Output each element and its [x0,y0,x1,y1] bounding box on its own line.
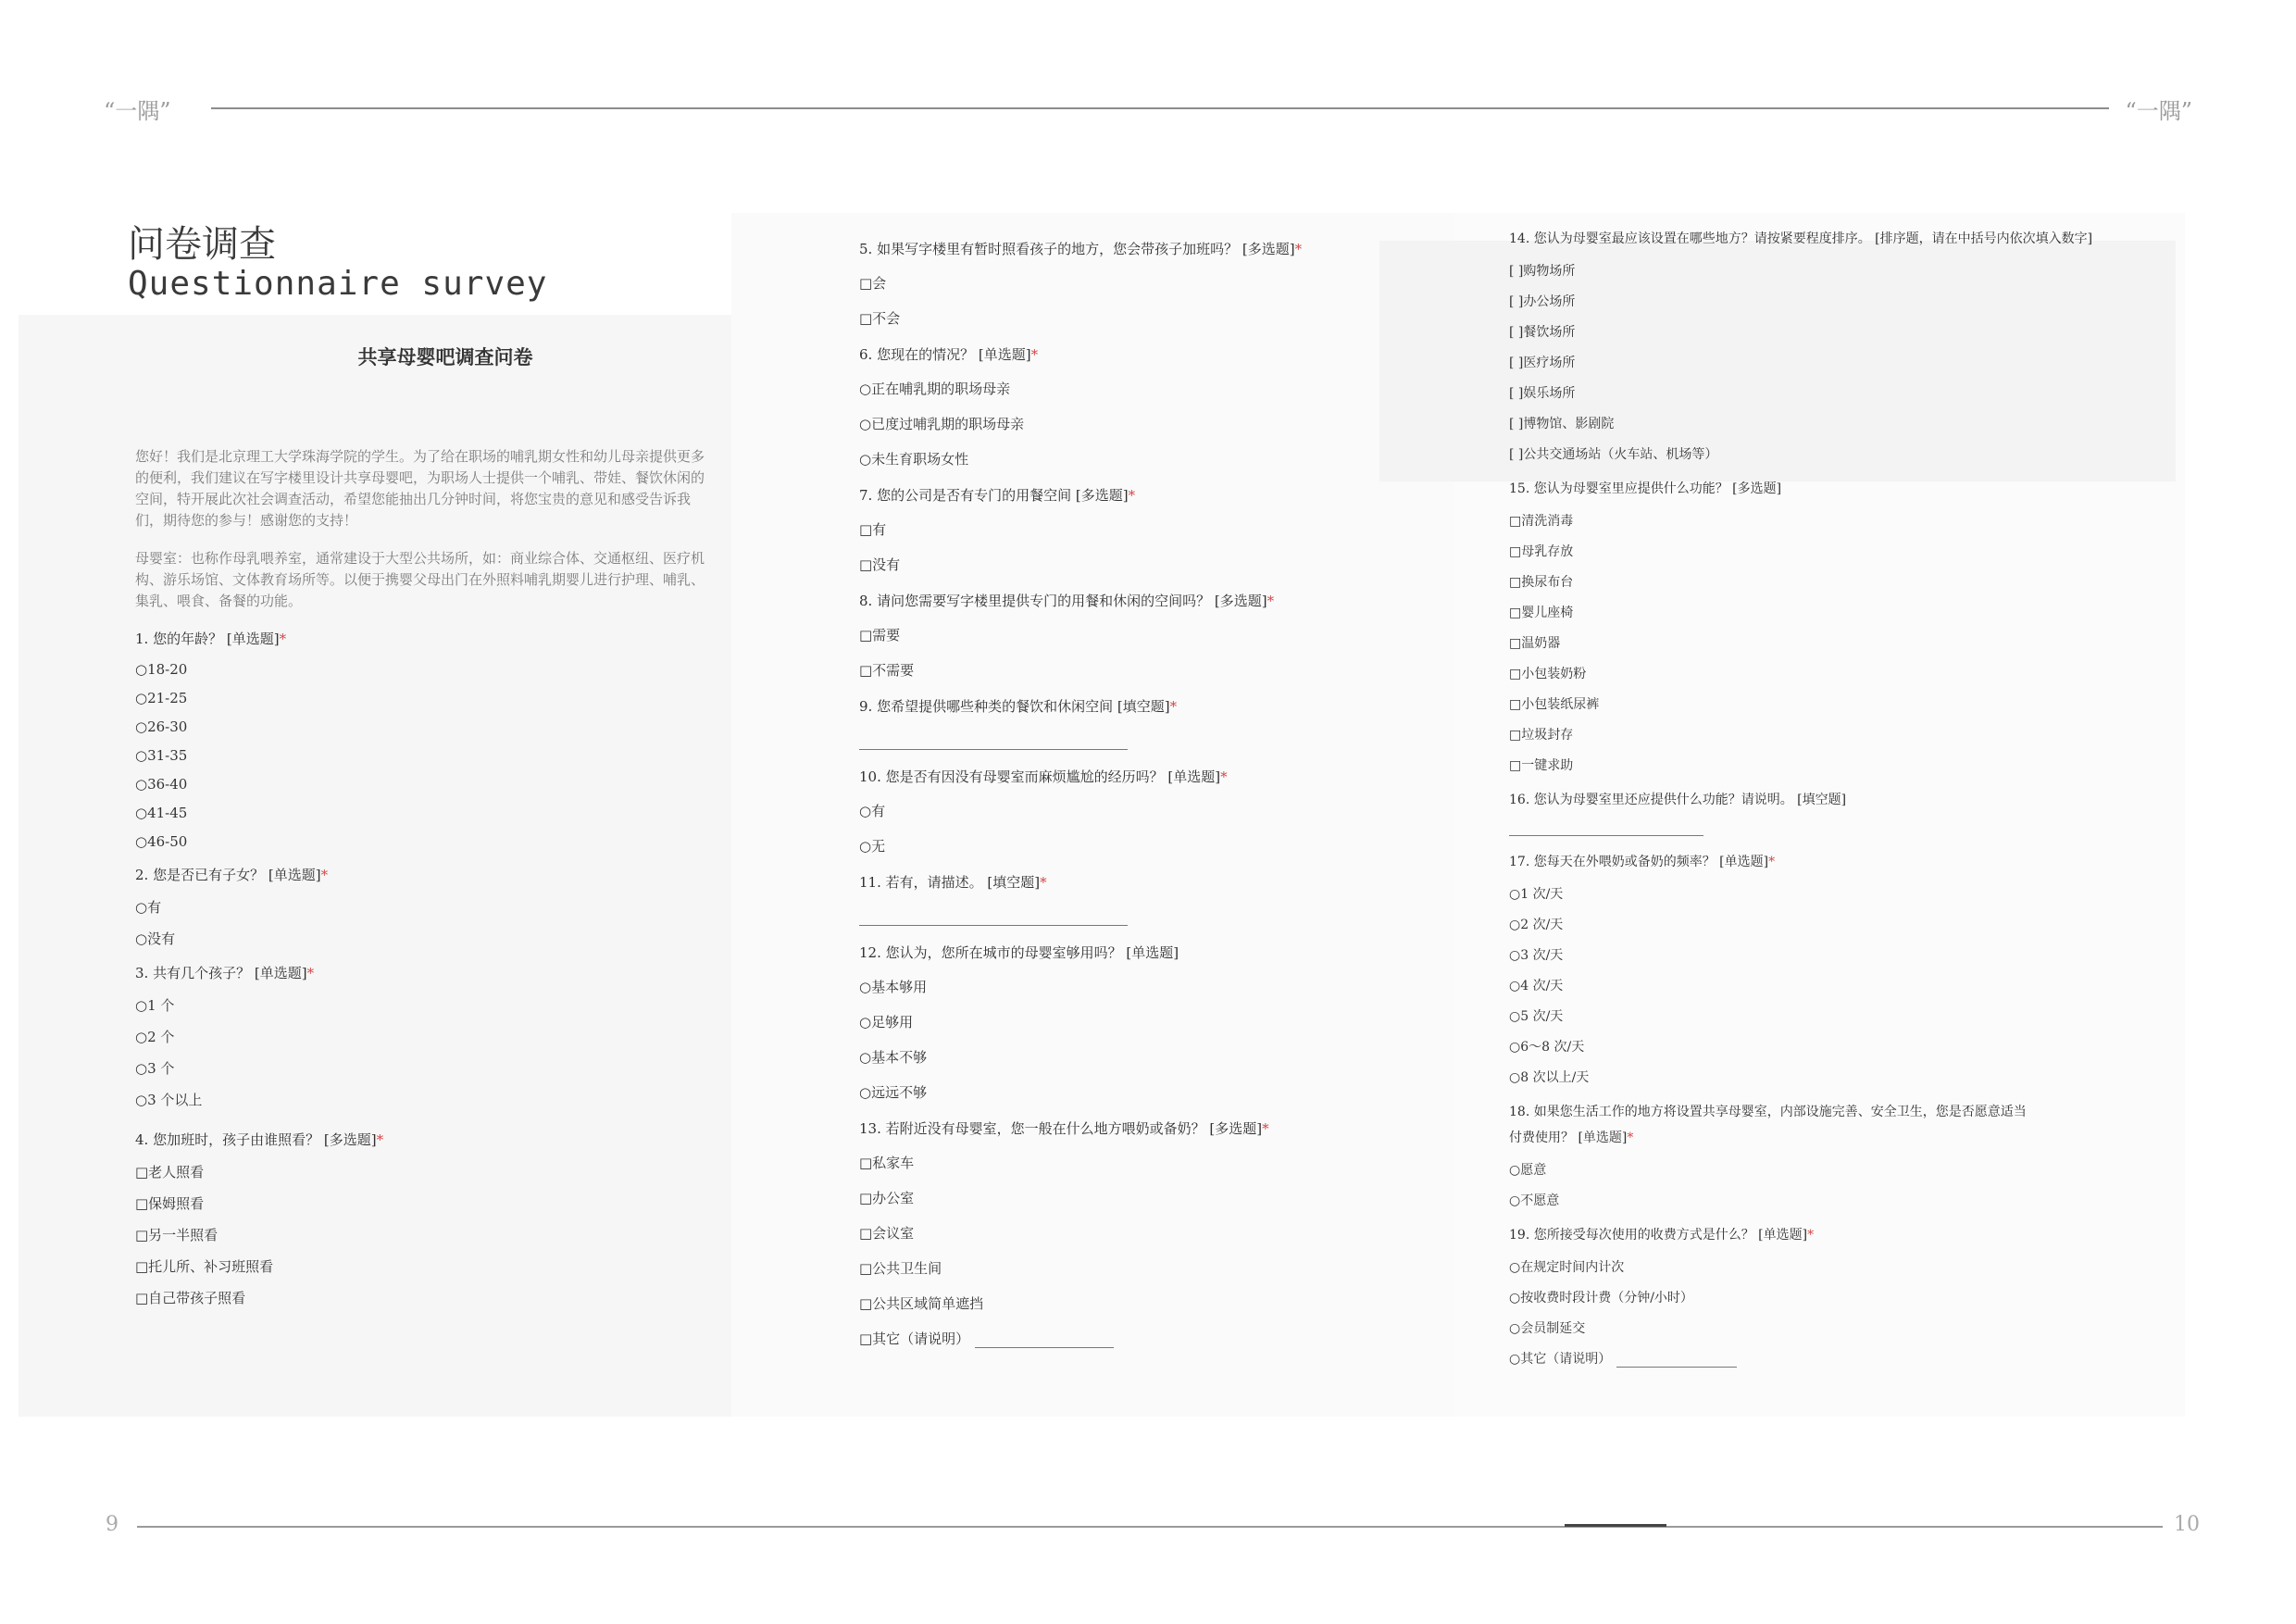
option: ○18-20 [135,661,188,678]
question-12: 12. 您认为，您所在城市的母婴室够用吗？ [单选题] [859,944,1179,961]
option: ○基本不够 [859,1049,928,1066]
option: ○36-40 [135,776,188,793]
question-6: 6. 您现在的情况？ [单选题]* [859,346,1039,363]
option: ○按收费时段计费（分钟/小时） [1509,1291,1693,1305]
question-10: 10. 您是否有因没有母婴室而麻烦尴尬的经历吗？ [单选题]* [859,768,1228,785]
option: [ ]办公场所 [1509,294,1576,309]
option: □私家车 [859,1155,915,1171]
option: ○8 次以上/天 [1509,1070,1590,1085]
option: ○正在哺乳期的职场母亲 [859,381,1011,397]
option-other: □其它（请说明） [859,1329,1452,1348]
option: ○1 个 [135,997,175,1014]
answer-line [859,906,1128,926]
column-left [135,343,718,1319]
option: ○会员制延交 [1509,1321,1586,1336]
option: ○有 [859,803,886,819]
page-title-zh: 问卷调查 [128,223,276,266]
question-9: 9. 您希望提供哪些种类的餐饮和休闲空间 [填空题]* [859,698,1178,715]
option: □老人照看 [135,1164,205,1181]
option: [ ]餐饮场所 [1509,325,1576,340]
column-right [1509,226,2157,1380]
question-7: 7. 您的公司是否有专门的用餐空间 [多选题]* [859,487,1136,504]
question-3: 3. 共有几个孩子？ [单选题]* [135,965,315,981]
question-5: 5. 如果写字楼里有暂时照看孩子的地方，您会带孩子加班吗？ [多选题]* [859,241,1303,257]
option: □垃圾封存 [1509,728,1574,743]
answer-line [1509,822,1703,836]
question-1: 1. 您的年龄？ [单选题]* [135,631,287,647]
running-header-left: “一隅” [104,98,171,124]
option: □办公室 [859,1190,915,1206]
question-16: 16. 您认为母婴室里还应提供什么功能？请说明。 [填空题] [1509,793,1847,807]
option: ○2 个 [135,1029,175,1045]
option: □温奶器 [1509,636,1561,651]
option: ○6～8 次/天 [1509,1040,1585,1055]
option: ○没有 [135,931,176,947]
option: ○无 [859,838,886,855]
option: □需要 [859,627,901,643]
option: □换尿布台 [1509,575,1574,590]
option: ○3 次/天 [1509,948,1564,963]
question-13: 13. 若附近没有母婴室，您一般在什么地方喂奶或备奶？ [多选题]* [859,1120,1269,1137]
footer-rule-accent [1565,1524,1666,1527]
question-19: 19. 您所接受每次使用的收费方式是什么？ [单选题]* [1509,1228,1815,1243]
option: □不会 [859,310,901,327]
option: □母乳存放 [1509,544,1574,559]
option: □不需要 [859,662,915,679]
question-17: 17. 您每天在外喂奶或备奶的频率？ [单选题]* [1509,855,1776,869]
question-4: 4. 您加班时，孩子由谁照看？ [多选题]* [135,1131,384,1148]
option: ○有 [135,899,162,916]
column-middle [859,222,1452,1364]
option: ○3 个 [135,1060,175,1077]
question-18: 18. 如果您生活工作的地方将设置共享母婴室，内部设施完善、安全卫生，您是否愿意适当付费使用？ [单选题]* [1509,1105,2027,1145]
option: ○未生育职场女性 [859,451,969,468]
option: ○41-45 [135,805,188,821]
option: ○46-50 [135,833,188,850]
option: [ ]医疗场所 [1509,356,1576,370]
option: □公共卫生间 [859,1260,942,1277]
option: □托儿所、补习班照看 [135,1258,274,1275]
question-8: 8. 请问您需要写字楼里提供专门的用餐和休闲的空间吗？ [多选题]* [859,593,1275,609]
intro-definition: 母婴室：也称作母乳喂养室，通常建设于大型公共场所，如：商业综合体、交通枢纽、医疗机构、游乐场馆、文体教育场所等。以便于携婴父母出门在外照料哺乳期婴儿进行护理、哺乳、集乳、喂食、备餐的功能。 [135,550,705,609]
option: ○远远不够 [859,1084,928,1101]
option: □婴儿座椅 [1509,606,1574,620]
page-title-en: Questionnaire survey [128,265,548,303]
intro-paragraph: 您好！我们是北京理工大学珠海学院的学生。为了给在职场的哺乳期女性和幼儿母亲提供更多的便利，我们建议在写字楼里设计共享母婴吧，为职场人士提供一个哺乳、带娃、餐饮休闲的空间，特开展此次社会调查活动，希望您能抽出几分钟时间，将您宝贵的意见和感受告诉我们，期待您的参与！感谢您的支持！ [135,448,705,529]
option-other: ○其它（请说明） [1509,1349,2157,1368]
option: [ ]娱乐场所 [1509,386,1576,401]
option: □会议室 [859,1225,915,1242]
option: □小包装纸尿裤 [1509,697,1600,712]
option: ○1 次/天 [1509,887,1564,902]
option: ○不愿意 [1509,1193,1560,1208]
answer-line [975,1334,1114,1348]
option: ○21-25 [135,690,188,706]
answer-line [859,731,1128,750]
option: ○4 次/天 [1509,979,1564,993]
page-number-right: 10 [2174,1513,2200,1536]
option: [ ]公共交通场站（火车站、机场等） [1509,447,1718,462]
option: □公共区域简单遮挡 [859,1295,984,1312]
question-15: 15. 您认为母婴室里应提供什么功能？ [多选题] [1509,481,1782,496]
option: ○在规定时间内计次 [1509,1260,1625,1275]
option: □没有 [859,556,901,573]
option: ○5 次/天 [1509,1009,1564,1024]
option: [ ]博物馆、影剧院 [1509,417,1615,431]
question-2: 2. 您是否已有子女？ [单选题]* [135,867,329,883]
option: □一键求助 [1509,758,1574,773]
option: [ ]购物场所 [1509,264,1576,279]
option: ○已度过哺乳期的职场母亲 [859,416,1025,432]
option: □有 [859,521,887,538]
option: □清洗消毒 [1509,514,1574,529]
header-rule [211,107,2109,109]
option: ○足够用 [859,1014,914,1031]
option: □另一半照看 [135,1227,218,1243]
option: □小包装奶粉 [1509,667,1587,681]
footer-rule [137,1526,2163,1528]
option: ○2 次/天 [1509,918,1564,932]
option: □会 [859,275,887,292]
option: ○26-30 [135,718,188,735]
option: □自己带孩子照看 [135,1290,246,1306]
answer-line [1616,1354,1737,1368]
running-header-right: “一隅” [2125,98,2192,124]
option: ○31-35 [135,747,188,764]
option: □保姆照看 [135,1195,205,1212]
page-number-left: 9 [106,1513,119,1536]
question-14: 14. 您认为母婴室最应该设置在哪些地方？请按紧要程度排序。 [排序题，请在中括号内依次填入数字] [1509,231,2093,246]
question-11: 11. 若有，请描述。 [填空题]* [859,874,1047,891]
option: ○愿意 [1509,1163,1547,1178]
option: ○基本够用 [859,979,928,995]
survey-title: 共享母婴吧调查问卷 [357,345,533,369]
option: ○3 个以上 [135,1092,203,1108]
